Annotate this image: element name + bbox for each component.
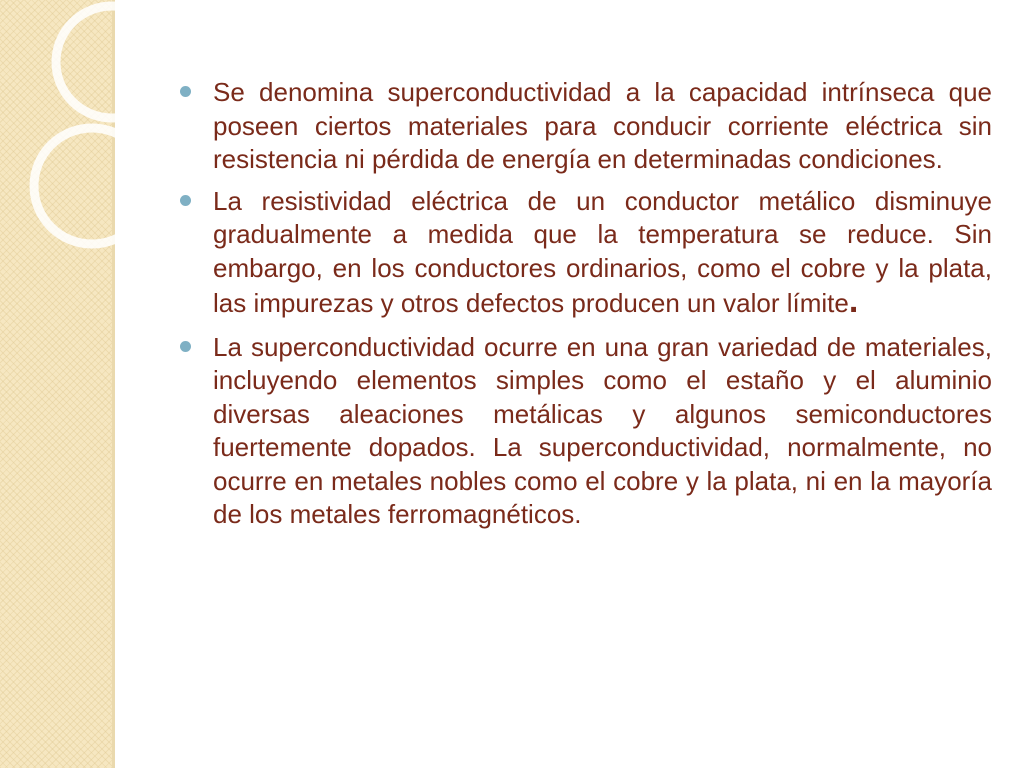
bullet-text: La superconductividad ocurre en una gran variedad de materiales, incluyendo elementos simples como el estaño y el aluminio diversas aleaciones metálicas y algunos semiconductores fuertemente dopados. La superconductividad, normalmente, no ocurre en metales nobles como el cobre y la plata, ni en la mayoría de los metales ferromagnéticos. — [213, 331, 992, 529]
bullet-dot-icon — [180, 341, 191, 352]
bullet-end-mark: . — [848, 282, 859, 320]
bullet-list — [176, 76, 992, 540]
bullet-dot-icon — [180, 195, 191, 206]
bullet-item-3 — [176, 331, 992, 532]
bullet-text: La resistividad eléctrica de un conductor metálico disminuye gradualmente a medida que la temperatura se reduce. Sin embargo, en los conductores ordinarios, como el cobre y la plata, las impurezas y otros defectos producen un valor límite — [213, 185, 992, 318]
bullet-item-2 — [176, 185, 992, 321]
bullet-dot-icon — [180, 86, 191, 97]
decorative-rings-icon — [0, 0, 160, 300]
bullet-item-1 — [176, 76, 992, 177]
bullet-text: Se denomina superconductividad a la capacidad intrínseca que poseen ciertos materiales para conducir corriente eléctrica sin resistencia ni pérdida de energía en determinadas condiciones. — [213, 77, 992, 174]
